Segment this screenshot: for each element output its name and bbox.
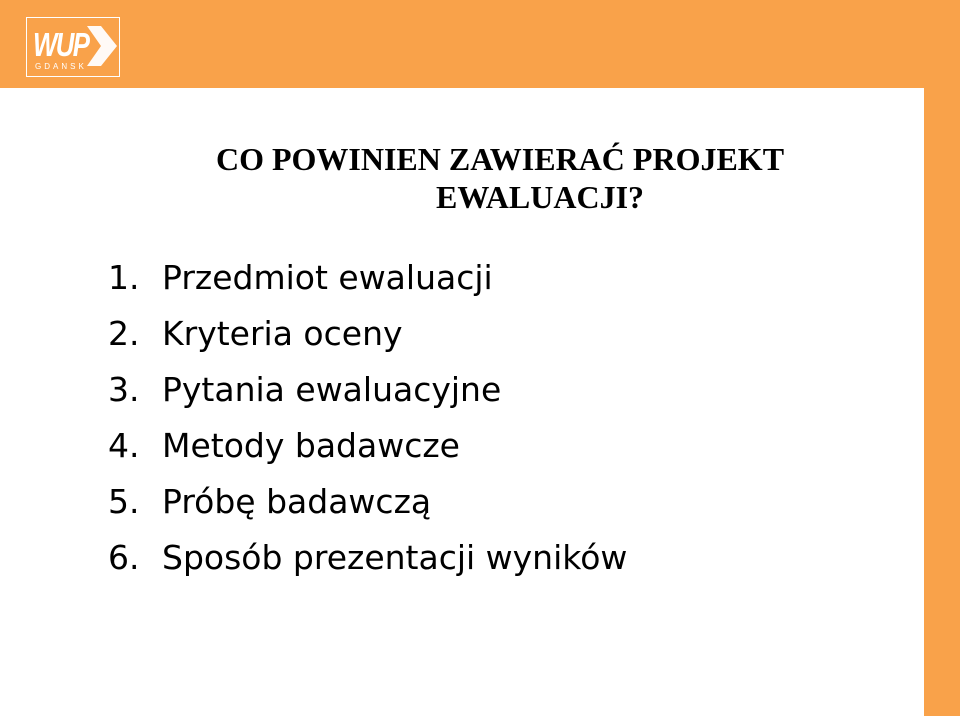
header-band [0, 0, 960, 88]
list-item-number: 4. [108, 426, 140, 465]
slide-title [160, 140, 840, 216]
list-item-number: 1. [108, 258, 140, 297]
list-item [108, 250, 627, 306]
title-line-2: EWALUACJI? [435, 179, 645, 215]
list-item-text: Przedmiot ewaluacji [162, 258, 493, 297]
content-list [108, 250, 627, 586]
list-item-number: 6. [108, 538, 140, 577]
list-item [108, 418, 627, 474]
wup-logo [26, 17, 120, 77]
logo-word: WUP [33, 26, 89, 63]
logo-subtitle: GDANSK [35, 62, 87, 71]
list-item [108, 306, 627, 362]
list-item-text: Sposób prezentacji wyników [162, 538, 628, 577]
list-item-text: Metody badawcze [162, 426, 460, 465]
list-item [108, 530, 627, 586]
list-item [108, 474, 627, 530]
list-item-number: 2. [108, 314, 140, 353]
list-item-number: 3. [108, 370, 140, 409]
list-item [108, 362, 627, 418]
list-item-text: Próbę badawczą [162, 482, 432, 521]
title-line-1: CO POWINIEN ZAWIERAĆ PROJEKT [215, 141, 785, 177]
list-item-number: 5. [108, 482, 140, 521]
right-side-band [924, 0, 960, 716]
list-item-text: Kryteria oceny [162, 314, 403, 353]
list-item-text: Pytania ewaluacyjne [162, 370, 502, 409]
